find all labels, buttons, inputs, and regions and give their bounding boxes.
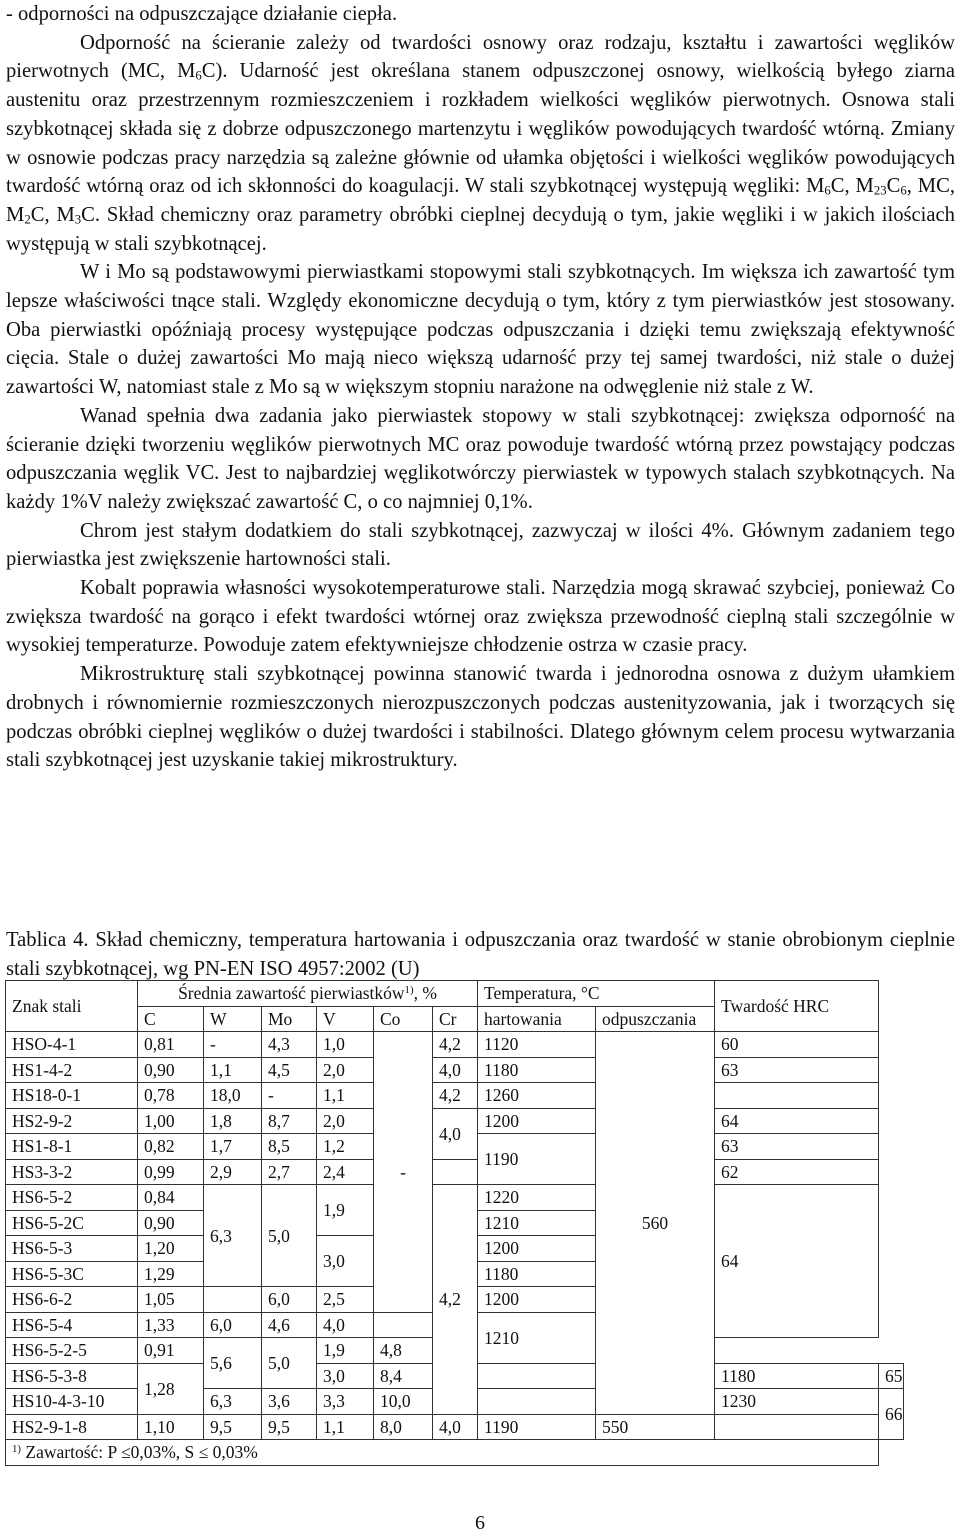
c-value: 1,20 [138,1236,204,1262]
paragraph-2: Odporność na ścieranie zależy od twardości osnowy oraz rodzaju, kształtu i zawartości węglików pierwotnych (MC, $M_6C$). Udarność jest określana stanem odpuszczonej osnowy, wielkością byłego ziarna austenitu oraz przestrzennym rozmieszczeniem i rozkładem wielkości węglików pierwotnych. Osnowa stali szybkotnącej składa się z dobrze odpuszczonego martenzytu i węglików powodujących twardość wtórną. Zmiany w osnowie podczas pracy narzędzia są zależne głównie od ułamka objętości i wielkości węglików powodujących twardość wtórną oraz od ich skłonności do koagulacji. W stali szybkotnącej występują węgliki: $M_6C$, $M_{23}C_6$, MC, $M_2C$, $M_3C$. Skład chemiczny oraz parametry obróbki cieplnej decydują o tym, jakie węgliki i w jakich ilościach występują w stali szybkotnącej. [6,31,955,255]
w-value: 2,9 [204,1159,262,1185]
v-value: 3,0 [317,1363,374,1389]
w-value: 18,0 [204,1083,262,1109]
header-co: Co [374,1006,433,1032]
hardening-value: 1220 [478,1185,596,1211]
v-value: 3,3 [317,1389,374,1415]
c-value: 1,29 [138,1261,204,1287]
steel-grade: HS6-5-2 [6,1185,138,1211]
table-row [6,1185,904,1211]
table-row [6,1083,904,1109]
co-value [374,1312,433,1338]
hardening-value: 1260 [478,1083,596,1109]
body-text [6,0,955,775]
table-row [6,1057,904,1083]
table-row [6,1108,904,1134]
w-value: 1,8 [204,1108,262,1134]
steel-composition-table [5,980,904,1466]
header-tempering: odpuszczania [596,1006,715,1032]
paragraph-6: Kobalt poprawia własności wysokotemperaturowe stali. Narzędzia mogą skrawać szybciej, ponieważ Co zwiększa twardość na gorąco i efekt twardości wtórnej oraz zwiększa przewodność cieplną stali szczególnie w wysokiej temperaturze. Powoduje zatem efektywniejsze chłodzenie ostrza w czasie pracy. [6,577,955,657]
steel-grade: HS2-9-1-8 [6,1414,138,1440]
header-v: V [317,1006,374,1032]
paragraph-7: Mikrostrukturę stali szybkotnącej powinna stanowić twarda i jednorodna osnowa z dużym ułamkiem drobnych i równomiernie rozmieszczonych nierozpuszczonych podczas austenityzowania, jak i tworzących się podczas obróbki cieplnej węglików o dużej twardości i stabilności. Dlatego głównym celem procesu wytwarzania stali szybkotnącej jest uzyskanie takiej mikrostruktury. [6,663,955,772]
hardening-value: 1210 [478,1312,596,1363]
v-value: 2,5 [317,1287,374,1313]
hardening-value: 1200 [478,1108,596,1134]
cr-value [478,1389,596,1415]
steel-grade: HS6-5-2-5 [6,1338,138,1364]
c-value: 0,78 [138,1083,204,1109]
cr-value [478,1363,596,1389]
steel-grade: HS6-6-2 [6,1287,138,1313]
table-footnote: $^{1)}$ Zawartość: P ≤0,03%, S ≤ 0,03% [6,1440,879,1466]
steel-grade: HS1-8-1 [6,1134,138,1160]
table-row [6,1159,904,1185]
hrc-value: 62 [715,1159,879,1185]
co-value: - [374,1032,433,1313]
w-value: 6,3 [204,1389,262,1415]
hrc-value [715,1083,879,1109]
w-value: 6,0 [204,1312,262,1338]
hardening-value: 1120 [478,1032,596,1058]
hardening-value: 1180 [715,1363,879,1389]
hardening-value: 1180 [478,1261,596,1287]
header-cr: Cr [433,1006,478,1032]
cr-value: 4,2 [433,1083,478,1109]
hrc-value: 64 [715,1185,879,1338]
v-value: 3,0 [317,1236,374,1287]
mo-value: 2,7 [262,1159,317,1185]
co-value: 8,4 [374,1363,433,1389]
hardening-value: 1200 [478,1236,596,1262]
c-value: 1,33 [138,1312,204,1338]
mo-value: 5,0 [262,1338,317,1389]
mo-value: 4,3 [262,1032,317,1058]
v-value: 2,0 [317,1057,374,1083]
v-value: 1,1 [317,1414,374,1440]
header-c: C [138,1006,204,1032]
mo-value: 6,0 [262,1287,317,1313]
header-hardening: hartowania [478,1006,596,1032]
paragraph-4: Wanad spełnia dwa zadania jako pierwiastek stopowy w stali szybkotnącej: zwiększa odporność na ścieranie dzięki tworzeniu węglików pierwotnych MC oraz powoduje twardość wtórną przez powstający podczas odpuszczania węglik VC. Jest to najbardziej węglikotwórczy pierwiastek w typowych stalach szybkotnących. Na każdy 1%V należy zwiększać zawartość C, o co najmniej 0,1%. [6,404,955,513]
header-w: W [204,1006,262,1032]
mo-value: 4,5 [262,1057,317,1083]
mo-value: 5,0 [262,1185,317,1287]
header-average-content: Średnia zawartość pierwiastków$^{1)}$, % [138,981,478,1007]
page-number: 6 [475,1512,485,1534]
c-value: 1,00 [138,1108,204,1134]
w-value: 1,1 [204,1057,262,1083]
co-value: 8,0 [374,1414,433,1440]
w-value: 1,7 [204,1134,262,1160]
table-row [6,1414,904,1440]
table-row [6,1032,904,1058]
hardening-value: 1230 [715,1389,879,1415]
mo-value: 9,5 [262,1414,317,1440]
c-value: 0,84 [138,1185,204,1211]
w-value: 5,6 [204,1338,262,1389]
c-value: 0,82 [138,1134,204,1160]
header-hardness: Twardość HRC [715,981,879,1032]
cr-value: 4,2 [433,1032,478,1058]
paragraph-5: Chrom jest stałym dodatkiem do stali szybkotnącej, zazwyczaj w ilości 4%. Głównym zadaniem tego pierwiastka jest zwiększenie hartowności stali. [6,519,955,571]
header-mo: Mo [262,1006,317,1032]
v-value: 1,2 [317,1134,374,1160]
mo-value: 8,7 [262,1108,317,1134]
w-value: 9,5 [204,1414,262,1440]
paragraph-1: - odporności na odpuszczające działanie ciepła. [6,3,398,25]
c-value: 0,90 [138,1210,204,1236]
hrc-value: 63 [715,1134,879,1160]
v-value: 1,9 [317,1338,374,1364]
hardening-value: 1190 [478,1134,596,1185]
cr-value: 4,0 [433,1414,478,1440]
hardening-value: 1210 [478,1210,596,1236]
w-value: 6,3 [204,1185,262,1287]
mo-value: - [262,1083,317,1109]
steel-grade: HS6-5-3C [6,1261,138,1287]
w-value [204,1287,262,1313]
v-value: 1,0 [317,1032,374,1058]
c-value: 0,90 [138,1057,204,1083]
steel-grade: HS2-9-2 [6,1108,138,1134]
cr-value: 4,2 [433,1185,478,1415]
mo-value: 3,6 [262,1389,317,1415]
steel-grade: HS6-5-3 [6,1236,138,1262]
mo-value: 4,6 [262,1312,317,1338]
c-value: 1,10 [138,1414,204,1440]
c-value: 1,05 [138,1287,204,1313]
co-value: 4,8 [374,1338,433,1364]
tempering-value: 560 [596,1032,715,1415]
hrc-value: 60 [715,1032,879,1058]
hrc-value: 64 [715,1108,879,1134]
v-value: 4,0 [317,1312,374,1338]
steel-grade: HS3-3-2 [6,1159,138,1185]
v-value: 1,9 [317,1185,374,1236]
v-value: 1,1 [317,1083,374,1109]
steel-grade: HS10-4-3-10 [6,1389,138,1415]
hrc-value: 63 [715,1057,879,1083]
steel-grade: HS18-0-1 [6,1083,138,1109]
steel-grade: HS1-4-2 [6,1057,138,1083]
w-value: - [204,1032,262,1058]
v-value: 2,0 [317,1108,374,1134]
v-value: 2,4 [317,1159,374,1185]
steel-grade: HS6-5-4 [6,1312,138,1338]
hardening-value: 1180 [478,1057,596,1083]
steel-grade: HS6-5-2C [6,1210,138,1236]
header-temperature: Temperatura, °C [478,981,715,1007]
cr-value: 4,0 [433,1057,478,1083]
table-caption: Tablica 4. Skład chemiczny, temperatura hartowania i odpuszczania oraz twardość w stanie obrobionym cieplnie stali szybkotnącej, wg PN-EN ISO 4957:2002 (U) [6,929,955,980]
cr-value [433,1159,478,1185]
steel-grade: HS6-5-3-8 [6,1363,138,1389]
hrc-value: 66 [879,1389,904,1440]
c-value: 0,91 [138,1338,204,1364]
mo-value: 8,5 [262,1134,317,1160]
hrc-value: 65 [879,1363,904,1389]
paragraph-3: W i Mo są podstawowymi pierwiastkami stopowymi stali szybkotnących. Im większa ich zawartość tym lepsze właściwości tnące stali. Względy ekonomiczne decydują o tym, który z tym pierwiastków jest stosowany. Oba pierwiastki opóźniają procesy występujące podczas odpuszczania i dzięki temu zwiększają efektywność cięcia. Stale o dużej zawartości Mo mają nieco większą udarność przy tej samej twardości, niż stale o dużej zawartości W, natomiast stale z Mo są w większym stopniu narażone na odwęglenie niż stale z W. [6,261,955,399]
hardening-value: 1200 [478,1287,596,1313]
tempering-value: 550 [596,1414,715,1440]
cr-value: 4,0 [433,1108,478,1159]
c-value: 1,28 [138,1363,204,1414]
header-steel-grade: Znak stali [6,981,138,1032]
c-value: 0,81 [138,1032,204,1058]
hardening-value: 1190 [478,1414,596,1440]
steel-grade: HSO-4-1 [6,1032,138,1058]
c-value: 0,99 [138,1159,204,1185]
co-value: 10,0 [374,1389,433,1415]
